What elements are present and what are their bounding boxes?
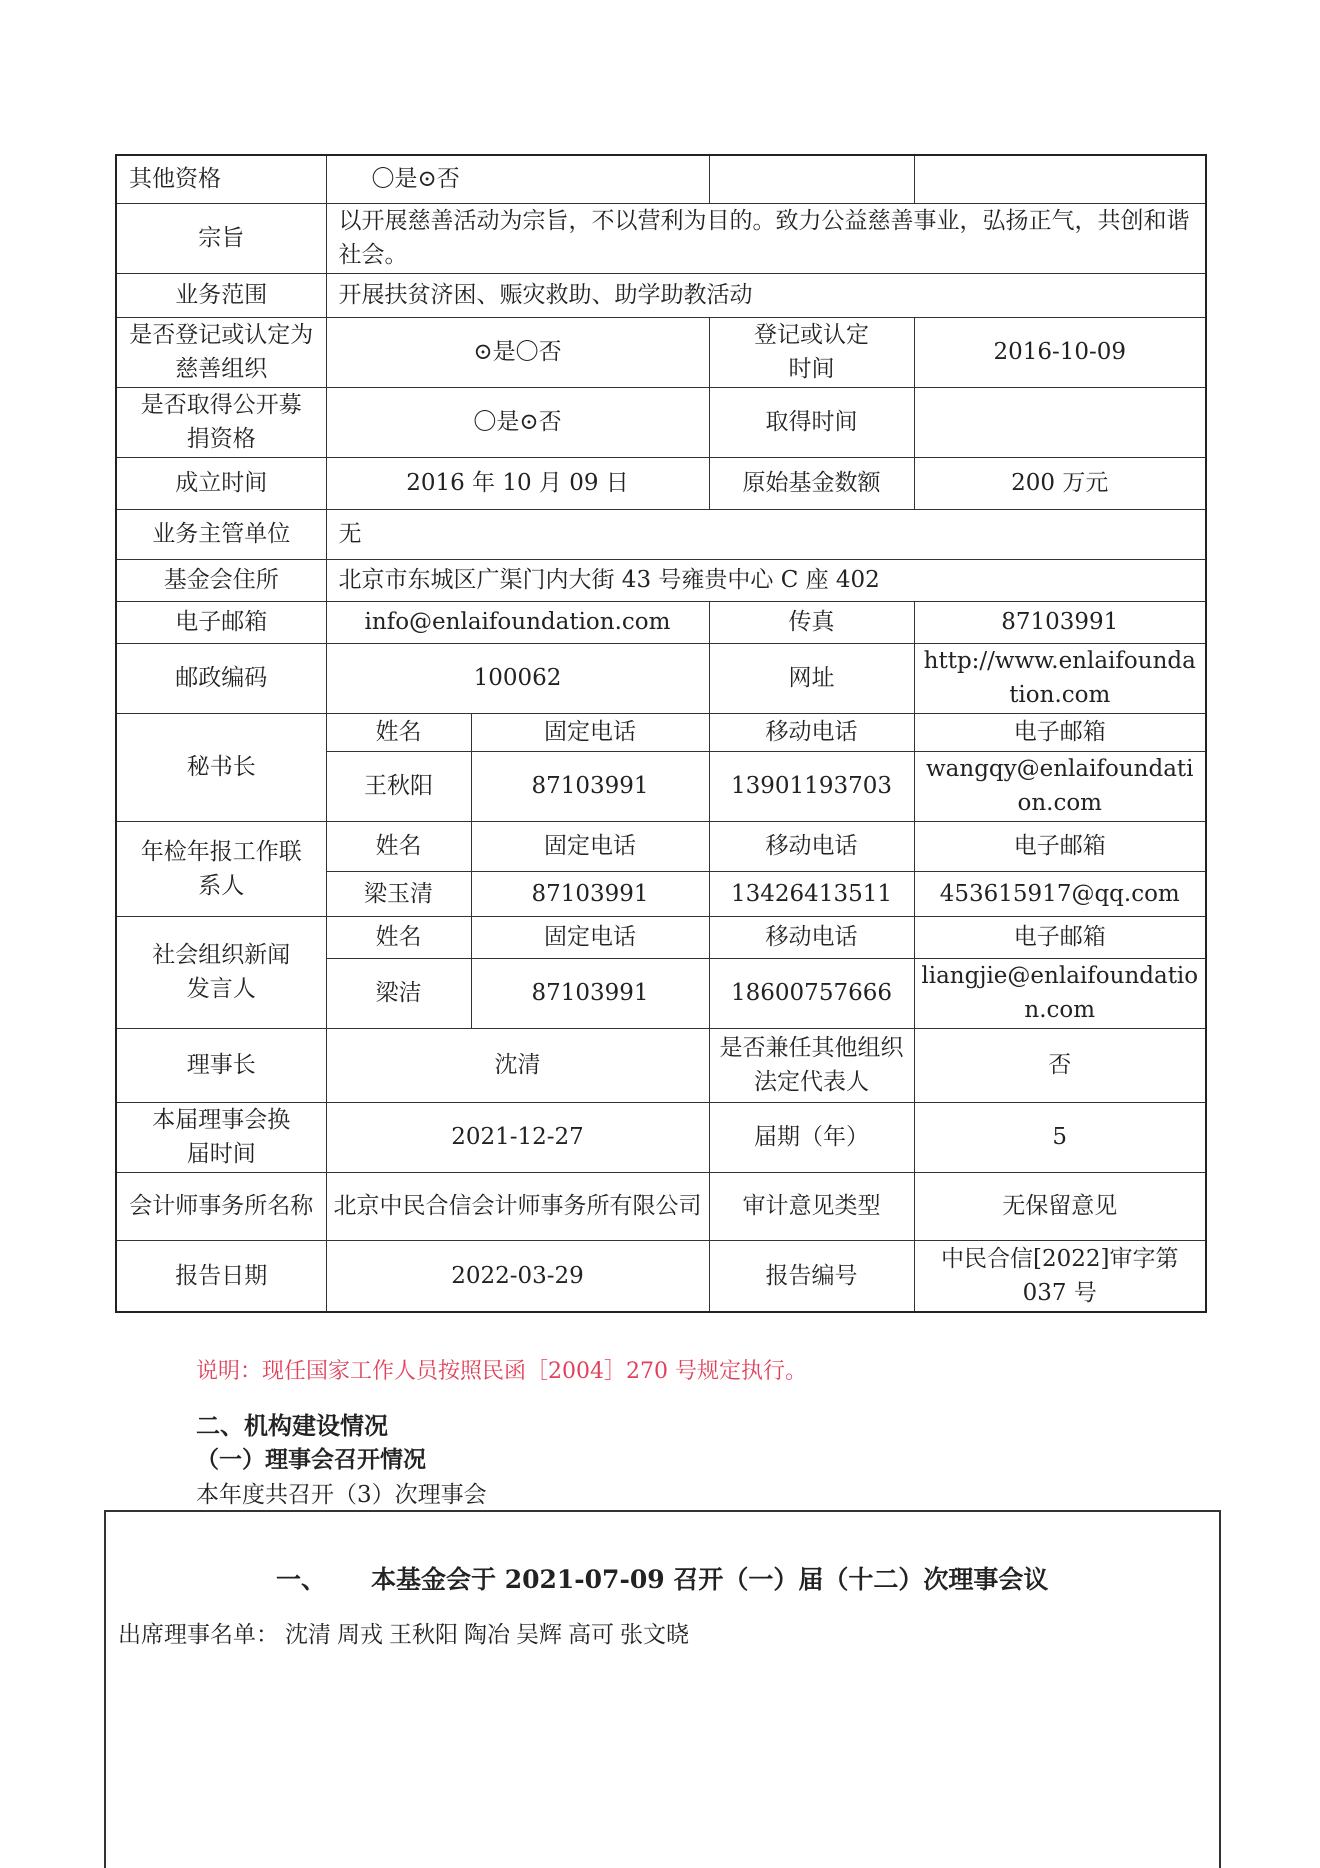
contact-mobile: 13426413511 (709, 871, 914, 916)
charity-label: 是否登记或认定为慈善组织 (116, 317, 326, 387)
attendee: 沈清 (285, 1622, 331, 1648)
postcode-label: 邮政编码 (116, 643, 326, 713)
col-email-header: 电子邮箱 (914, 713, 1206, 751)
col-email-header: 电子邮箱 (914, 821, 1206, 871)
fax-label: 传真 (709, 601, 914, 643)
col-mobile-header: 移动电话 (709, 713, 914, 751)
meeting-number: 一、 (276, 1565, 327, 1594)
col-name-header: 姓名 (326, 916, 471, 958)
col-mobile-header: 移动电话 (709, 821, 914, 871)
fax-value: 87103991 (914, 601, 1206, 643)
report-date-value: 2022-03-29 (326, 1240, 709, 1312)
report-no-value: 中民合信[2022]审字第 037 号 (914, 1240, 1206, 1312)
attendee: 周戎 (337, 1622, 383, 1648)
col-email-header: 电子邮箱 (914, 916, 1206, 958)
address-value: 北京市东城区广渠门内大街 43 号雍贵中心 C 座 402 (326, 559, 1206, 601)
spokesperson-email: liangjie@enlaifoundation.com (914, 958, 1206, 1028)
fund-value: 200 万元 (914, 457, 1206, 509)
email-label: 电子邮箱 (116, 601, 326, 643)
website-value: http://www.enlaifoundation.com (914, 643, 1206, 713)
fundraise-value: 〇是⊙否 (326, 387, 709, 457)
purpose-value: 以开展慈善活动为宗旨，不以营利为目的。致力公益慈善事业，弘扬正气，共创和谐社会。 (326, 203, 1206, 273)
other-qual-label: 其他资格 (116, 155, 326, 203)
audit-type-label: 审计意见类型 (709, 1172, 914, 1240)
meeting-title-text: 本基金会于 2021-07-09 召开（一）届（十二）次理事会议 (371, 1565, 1049, 1594)
contact-phone: 87103991 (471, 871, 709, 916)
audit-type-value: 无保留意见 (914, 1172, 1206, 1240)
scope-label: 业务范围 (116, 273, 326, 317)
col-mobile-header: 移动电话 (709, 916, 914, 958)
email-value: info@enlaifoundation.com (326, 601, 709, 643)
supervisor-label: 业务主管单位 (116, 509, 326, 559)
concurrent-value: 否 (914, 1028, 1206, 1102)
attendees-list (118, 1616, 695, 1649)
section-title: 二、机构建设情况 (196, 1411, 388, 1440)
board-time-label: 本届理事会换届时间 (116, 1102, 326, 1172)
secretary-phone: 87103991 (471, 751, 709, 821)
attendees-label: 出席理事名单： (118, 1622, 279, 1648)
address-label: 基金会住所 (116, 559, 326, 601)
purpose-label: 宗旨 (116, 203, 326, 273)
contact-label: 年检年报工作联系人 (116, 821, 326, 916)
concurrent-label: 是否兼任其他组织法定代表人 (709, 1028, 914, 1102)
empty-cell (709, 155, 914, 203)
scope-value: 开展扶贫济困、赈灾救助、助学助教活动 (326, 273, 1206, 317)
contact-email: 453615917@qq.com (914, 871, 1206, 916)
term-label: 届期（年） (709, 1102, 914, 1172)
fundraise-label: 是否取得公开募捐资格 (116, 387, 326, 457)
audit-firm-label: 会计师事务所名称 (116, 1172, 326, 1240)
founded-value: 2016 年 10 月 09 日 (326, 457, 709, 509)
col-phone-header: 固定电话 (471, 713, 709, 751)
foundation-info-table (115, 154, 1207, 1313)
spokesperson-label: 社会组织新闻发言人 (116, 916, 326, 1028)
founded-label: 成立时间 (116, 457, 326, 509)
other-qual-value: 〇是⊙否 (326, 155, 709, 203)
report-no-label: 报告编号 (709, 1240, 914, 1312)
charity-value: ⊙是〇否 (326, 317, 709, 387)
chairman-label: 理事长 (116, 1028, 326, 1102)
secretary-mobile: 13901193703 (709, 751, 914, 821)
spokesperson-name: 梁洁 (326, 958, 471, 1028)
fund-label: 原始基金数额 (709, 457, 914, 509)
attendee: 王秋阳 (389, 1622, 458, 1648)
secretary-email: wangqy@enlaifoundation.com (914, 751, 1206, 821)
charity-time-value: 2016-10-09 (914, 317, 1206, 387)
fundraise-time-value (914, 387, 1206, 457)
attendee: 高可 (568, 1622, 614, 1648)
col-phone-header: 固定电话 (471, 916, 709, 958)
fundraise-time-label: 取得时间 (709, 387, 914, 457)
regulation-note: 说明：现任国家工作人员按照民函［2004］270 号规定执行。 (196, 1359, 807, 1384)
audit-firm-value: 北京中民合信会计师事务所有限公司 (326, 1172, 709, 1240)
term-value: 5 (914, 1102, 1206, 1172)
website-label: 网址 (709, 643, 914, 713)
secretary-name: 王秋阳 (326, 751, 471, 821)
meeting-count: 本年度共召开（3）次理事会 (196, 1482, 487, 1508)
col-phone-header: 固定电话 (471, 821, 709, 871)
col-name-header: 姓名 (326, 821, 471, 871)
spokesperson-phone: 87103991 (471, 958, 709, 1028)
attendee: 张文晓 (620, 1622, 689, 1648)
empty-cell (914, 155, 1206, 203)
attendee: 吴辉 (516, 1622, 562, 1648)
attendee: 陶冶 (464, 1622, 510, 1648)
col-name-header: 姓名 (326, 713, 471, 751)
subsection-title: （一）理事会召开情况 (196, 1446, 426, 1473)
report-date-label: 报告日期 (116, 1240, 326, 1312)
contact-name: 梁玉清 (326, 871, 471, 916)
chairman-value: 沈清 (326, 1028, 709, 1102)
meeting-box (104, 1510, 1221, 1868)
postcode-value: 100062 (326, 643, 709, 713)
board-time-value: 2021-12-27 (326, 1102, 709, 1172)
supervisor-value: 无 (326, 509, 1206, 559)
charity-time-label: 登记或认定时间 (709, 317, 914, 387)
spokesperson-mobile: 18600757666 (709, 958, 914, 1028)
secretary-label: 秘书长 (116, 713, 326, 821)
